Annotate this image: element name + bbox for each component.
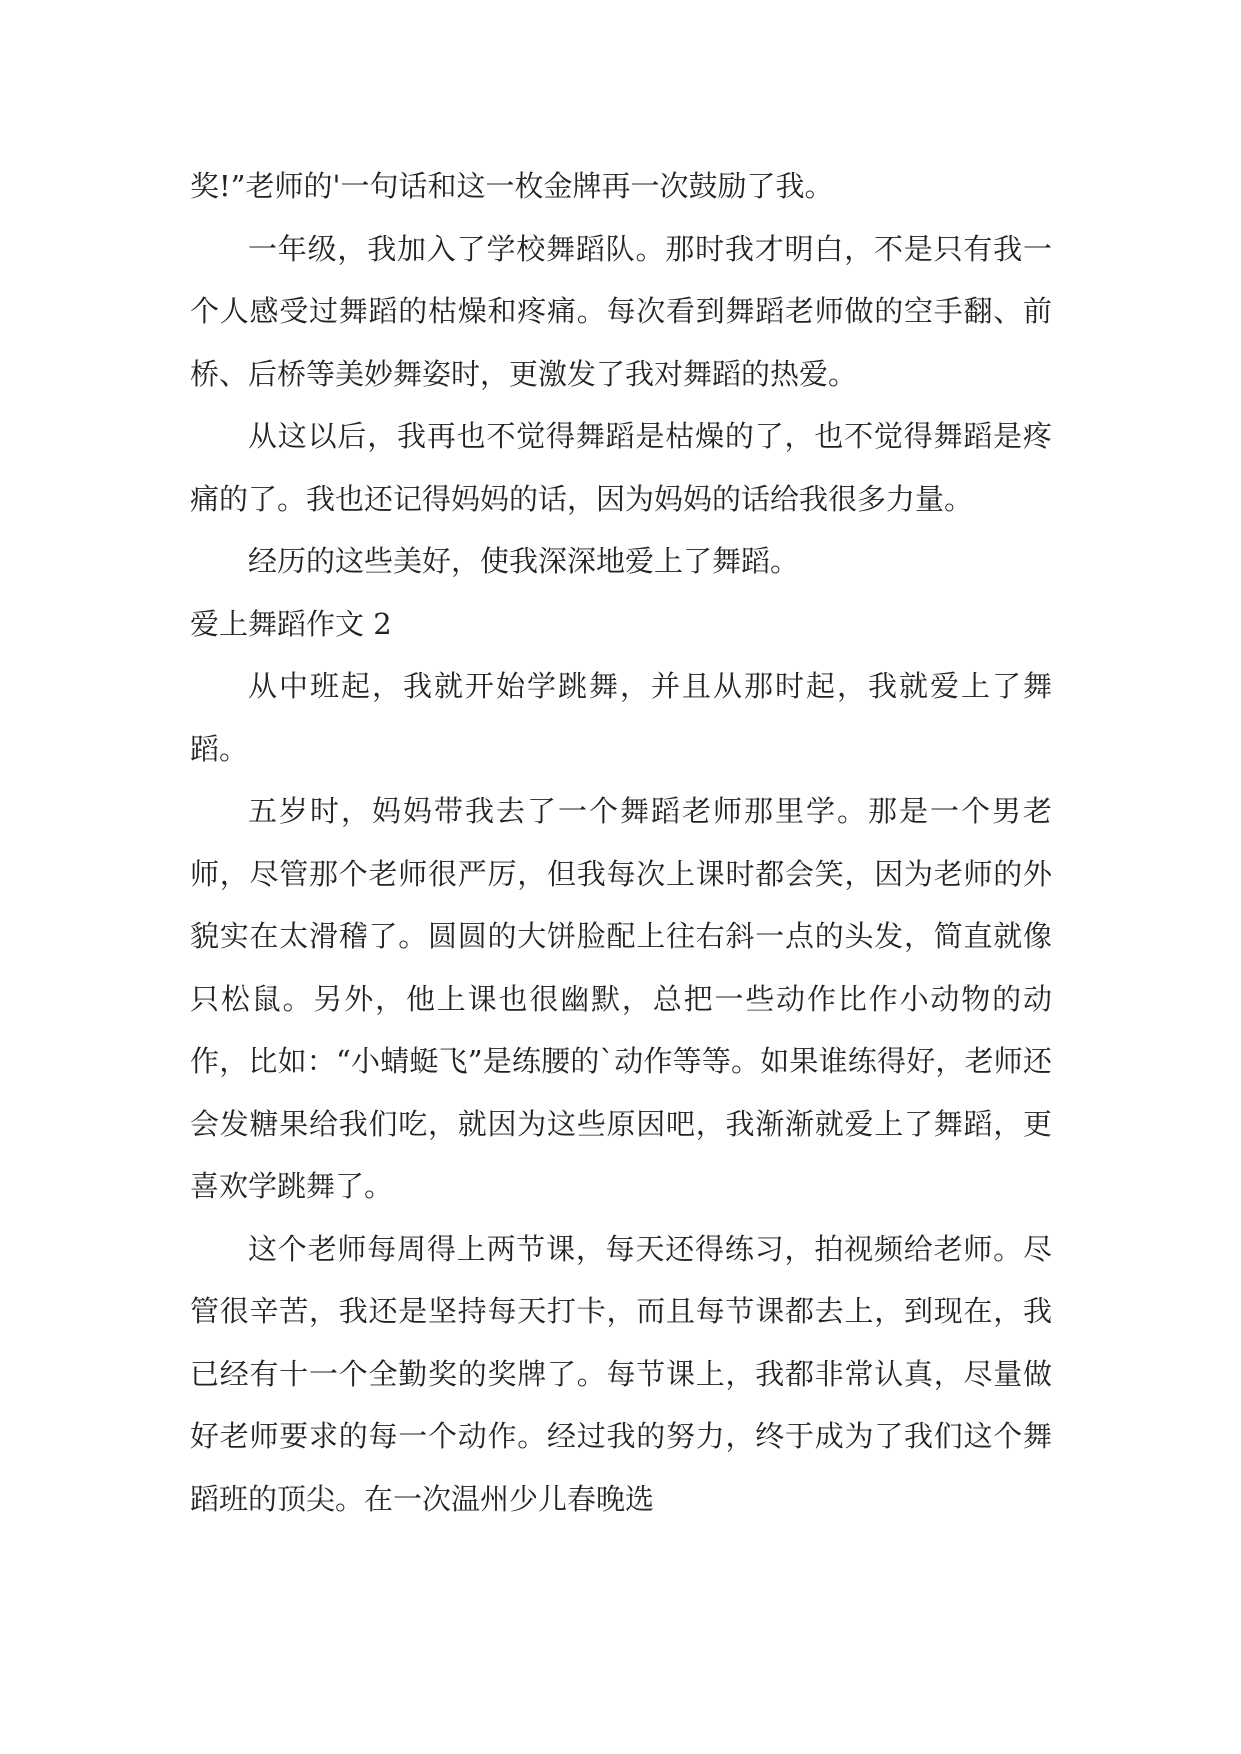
- paragraph-start-dancing: 从中班起，我就开始学跳舞，并且从那时起，我就爱上了舞蹈。: [190, 669, 1052, 766]
- document-page: [190, 155, 1052, 1530]
- paragraph-dance-team: 一年级，我加入了学校舞蹈队。那时我才明白，不是只有我一个人感受过舞蹈的枯燥和疼痛。每次看到舞蹈老师做的空手翻、前桥、后桥等美妙舞姿时，更激发了我对舞蹈的热爱。: [190, 231, 1052, 391]
- paragraph-practice: 这个老师每周得上两节课，每天还得练习，拍视频给老师。尽管很辛苦，我还是坚持每天打卡，而且每节课都去上，到现在，我已经有十一个全勤奖的奖牌了。每节课上，我都非常认真，尽量做好老师要求的每一个动作。经过我的努力，终于成为了我们这个舞蹈班的顶尖。在一次温州少儿春晚选: [190, 1231, 1052, 1516]
- paragraph-conclusion: 经历的这些美好，使我深深地爱上了舞蹈。: [248, 544, 800, 578]
- paragraph-teacher: 五岁时，妈妈带我去了一个舞蹈老师那里学。那是一个男老师，尽管那个老师很严厉，但我每次上课时都会笑，因为老师的外貌实在太滑稽了。圆圆的大饼脸配上往右斜一点的头发，简直就像只松鼠。另外，他上课也很幽默，总把一些动作比作小动物的动作，比如：“小蜻蜓飞”是练腰的`动作等等。如果谁练得好，老师还会发糖果给我们吃，就因为这些原因吧，我渐渐就爱上了舞蹈，更喜欢学跳舞了。: [190, 794, 1052, 1203]
- paragraph-continuation: 奖!”老师的'一句话和这一枚金牌再一次鼓励了我。: [190, 169, 834, 203]
- paragraph-after-that: 从这以后，我再也不觉得舞蹈是枯燥的了，也不觉得舞蹈是疼痛的了。我也还记得妈妈的话，因为妈妈的话给我很多力量。: [190, 419, 1052, 516]
- essay-heading: 爱上舞蹈作文 2: [190, 606, 392, 641]
